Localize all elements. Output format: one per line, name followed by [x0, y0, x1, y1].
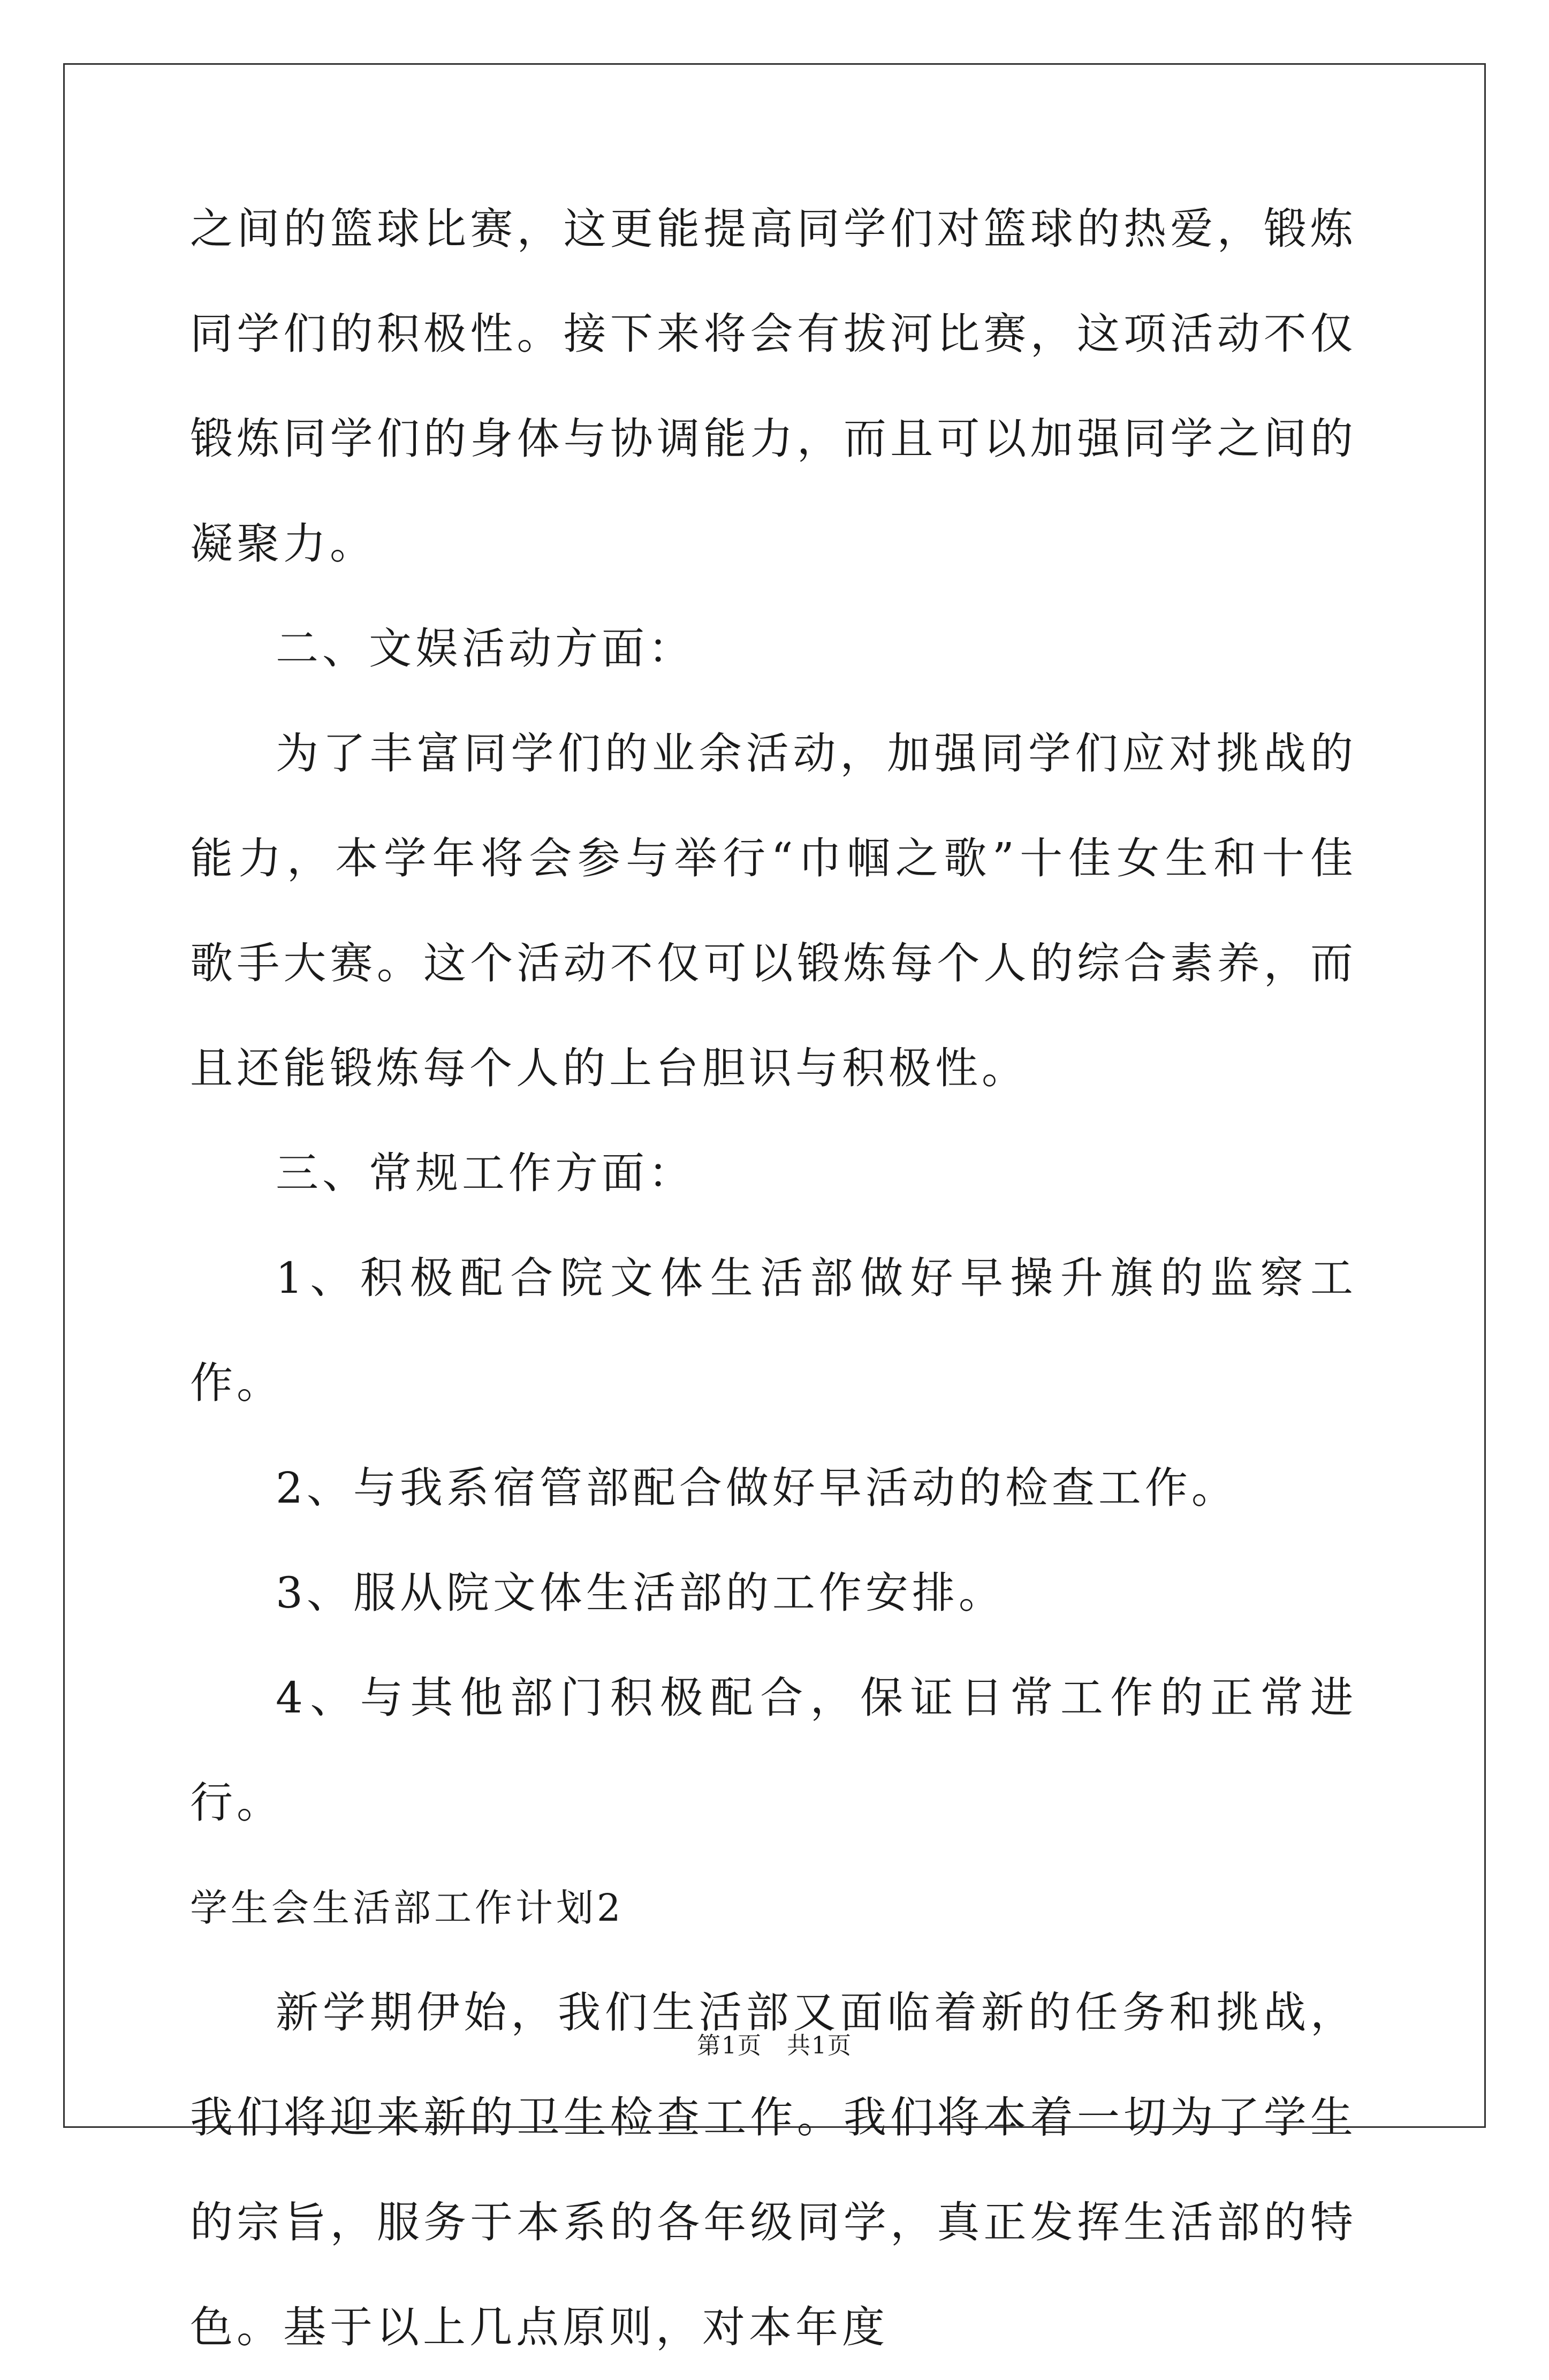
heading-routine-work: 三、常规工作方面： [276, 1148, 695, 1198]
list-item: 1、积极配合院文体生活部做好早操升旗的监察工作。 [190, 1253, 1357, 1408]
section-title: 学生会生活部工作计划2 [190, 1886, 624, 1930]
paragraph-entertainment: 为了丰富同学们的业余活动，加强同学们应对挑战的能力，本学年将会参与举行“巾帼之歌”十佳女生和十佳歌手大赛。这个活动不仅可以锻炼每个人的综合素养，而且还能锻炼每个人的上台胆识与积极性。 [190, 729, 1357, 1093]
list-item: 4、与其他部门积极配合，保证日常工作的正常进行。 [190, 1673, 1357, 1828]
heading-entertainment: 二、文娱活动方面： [276, 624, 695, 673]
paragraph-basketball: 之间的篮球比赛，这更能提高同学们对篮球的热爱，锻炼同学们的积极性。接下来将会有拔河比赛，这项活动不仅锻炼同学们的身体与协调能力，而且可以加强同学之间的凝聚力。 [190, 204, 1357, 569]
page-number: 第1页 共1页 [697, 2032, 852, 2059]
list-item: 3、服从院文体生活部的工作安排。 [276, 1568, 1005, 1618]
list-item: 2、与我系宿管部配合做好早活动的检查工作。 [276, 1463, 1238, 1513]
paragraph-new-semester: 新学期伊始，我们生活部又面临着新的任务和挑战，我们将迎来新的卫生检查工作。我们将本着一切为了学生的宗旨，服务于本系的各年级同学，真正发挥生活部的特色。基于以上几点原则，对本年度 [190, 1988, 1357, 2352]
